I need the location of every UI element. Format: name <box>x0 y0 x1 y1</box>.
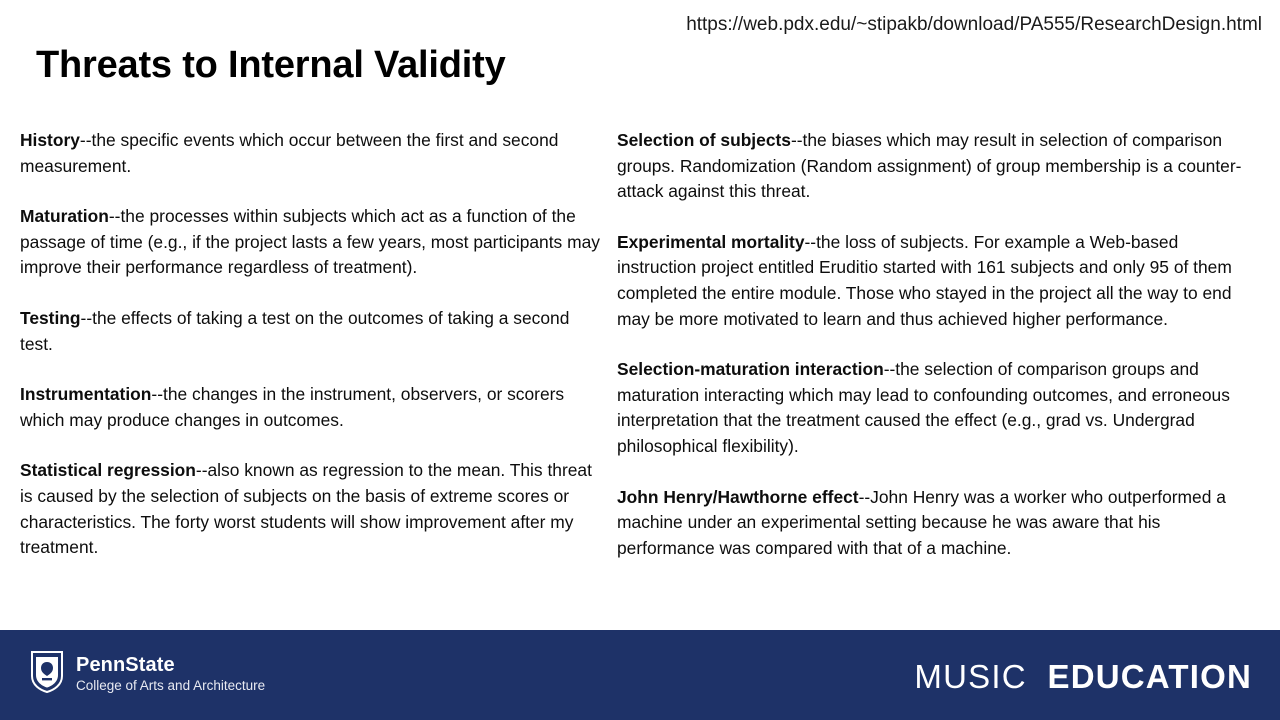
definition-item <box>617 128 1262 205</box>
definition-text: --the effects of taking a test on the outcomes of taking a second test. <box>20 307 570 354</box>
definition-item <box>20 306 600 357</box>
penn-state-shield-icon <box>30 650 64 699</box>
definition-term: Selection of subjects <box>617 130 791 150</box>
institution-logo <box>30 650 265 699</box>
institution-name-block <box>76 655 265 693</box>
source-url: https://web.pdx.edu/~stipakb/download/PA555/ResearchDesign.html <box>686 14 1262 35</box>
institution-name: PennState <box>76 654 175 677</box>
definition-item <box>617 357 1262 459</box>
definition-item <box>617 485 1262 562</box>
definition-text: --John Henry was a worker who outperformed a machine under an experimental setting because he was aware that his performance was compared with that of a machine. <box>617 486 1226 558</box>
definition-text: --the changes in the instrument, observers, or scorers which may produce changes in outcomes. <box>20 384 565 430</box>
definition-term: Statistical regression <box>20 460 196 481</box>
definition-term: Maturation <box>20 206 109 227</box>
definition-text: --the specific events which occur between the first and second measurement. <box>20 130 559 176</box>
page-title: Threats to Internal Validity <box>36 44 506 86</box>
left-column <box>20 128 600 586</box>
definition-text: --also known as regression to the mean. This threat is caused by the selection of subjects on the basis of extreme scores or characteristics. The forty worst students will show improvement after my treatment. <box>20 460 592 558</box>
definition-item <box>20 204 600 281</box>
brand-word-education: EDUCATION <box>1047 658 1252 695</box>
definition-item <box>20 382 600 433</box>
definition-term: History <box>20 130 80 150</box>
right-column <box>617 128 1262 586</box>
definition-text: --the selection of comparison groups and maturation interacting which may lead to confounding outcomes, and erroneous interpretation that the treatment caused the effect (e.g., grad vs. Undergrad philosophical flexibility). <box>617 359 1230 456</box>
definition-item <box>617 230 1262 332</box>
definition-text: --the processes within subjects which act as a function of the passage of time (e.g., if the project lasts a few years, most participants may improve their performance regardless of treatment). <box>20 206 600 278</box>
definition-term: Experimental mortality <box>617 231 805 252</box>
slide-footer <box>0 630 1280 720</box>
definition-text: --the loss of subjects. For example a Web-based instruction project entitled Eruditio started with 161 subjects and only 95 of them completed the entire module. Those who stayed in the project all the way to end may be more motivated to learn and thus achieved higher performance. <box>617 231 1232 329</box>
college-name: College of Arts and Architecture <box>76 678 266 694</box>
definition-term: Selection-maturation interaction <box>617 359 884 380</box>
definition-term: Instrumentation <box>20 384 152 405</box>
content-columns <box>0 128 1280 618</box>
definition-term: Testing <box>20 307 81 328</box>
brand-word-music: MUSIC <box>914 658 1027 695</box>
definition-text: --the biases which may result in selection of comparison groups. Randomization (Random assignment) of group membership is a counter-attack against this threat. <box>617 130 1242 202</box>
department-brand <box>914 658 1252 696</box>
definition-item <box>20 458 600 560</box>
definition-item <box>20 128 600 179</box>
definition-term: John Henry/Hawthorne effect <box>617 486 859 507</box>
